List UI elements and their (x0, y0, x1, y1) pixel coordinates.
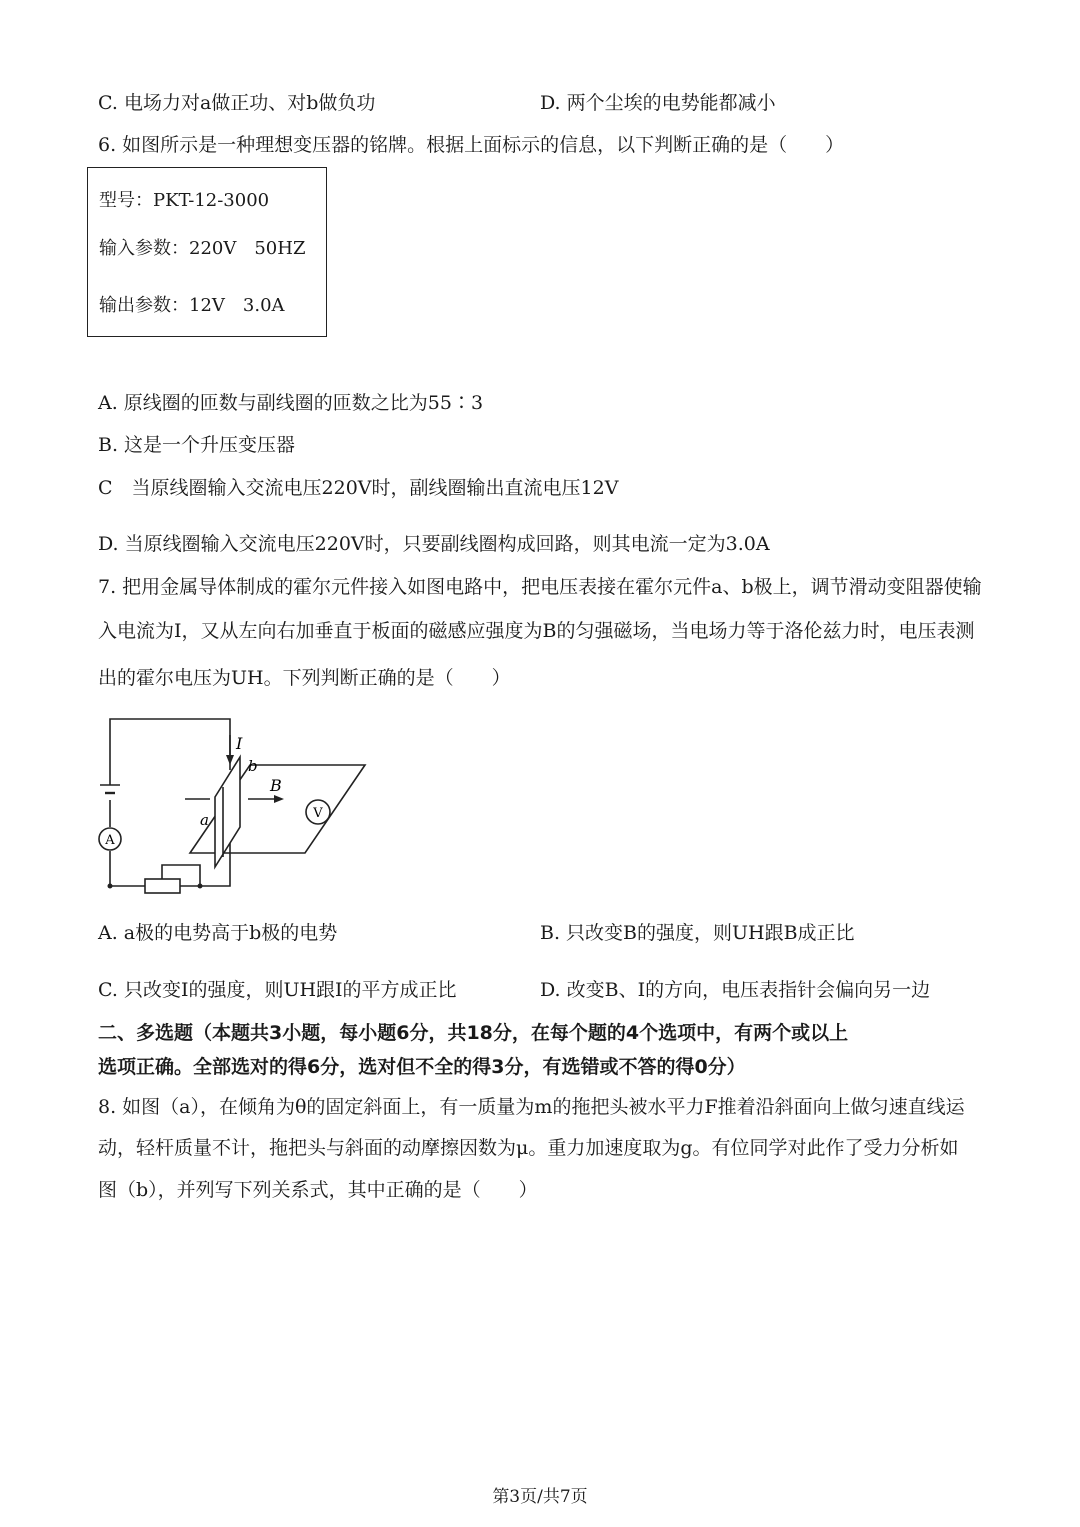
q5-option-d: D. 两个尘埃的电势能都减小 (540, 92, 776, 114)
junction-dot-left (108, 884, 113, 889)
transformer-nameplate (87, 167, 327, 337)
circuit-wire-top (110, 719, 230, 785)
q5-option-c: C. 电场力对a做正功、对b做负功 (98, 92, 376, 114)
q8-stem-line2: 动，轻杆质量不计，拖把头与斜面的动摩擦因数为μ。重力加速度取为g。有位同学对此作了受力分析如 (98, 1137, 959, 1159)
rheostat-slider-wire (162, 865, 200, 886)
current-label: I (236, 734, 243, 753)
current-arrowhead (226, 755, 234, 765)
q8-stem-line3: 图（b），并列写下列关系式，其中正确的是（ ） (98, 1179, 538, 1201)
q6-stem: 6. 如图所示是一种理想变压器的铭牌。根据上面标示的信息，以下判断正确的是（ ） (98, 134, 845, 156)
q7-stem-line2: 入电流为I，又从左向右加垂直于板面的磁感应强度为B的匀强磁场，当电场力等于洛伦兹力时，电压表测 (98, 620, 975, 642)
q6-option-d: D. 当原线圈输入交流电压220V时，只要副线圈构成回路，则其电流一定为3.0A (98, 533, 770, 555)
q7-option-b: B. 只改变B的强度，则UH跟B成正比 (540, 922, 855, 944)
q7-option-a: A. a极的电势高于b极的电势 (98, 922, 338, 944)
circuit-wire-bottom-left (110, 851, 145, 886)
rheostat (145, 879, 180, 893)
hall-plate (215, 757, 240, 867)
q6-option-b: B. 这是一个升压变压器 (98, 434, 296, 456)
section2-heading-line1: 二、多选题（本题共3小题，每小题6分，共18分，在每个题的4个选项中，有两个或以上 (98, 1022, 849, 1044)
ammeter-label: A (105, 833, 115, 848)
section2-heading-line2: 选项正确。全部选对的得6分，选对但不全的得3分，有选错或不答的得0分） (98, 1056, 746, 1078)
field-label: B (270, 776, 282, 795)
q6-option-a: A. 原线圈的匝数与副线圈的匝数之比为55∶3 (98, 392, 484, 414)
nameplate-model: 型号：PKT-12-3000 (99, 190, 270, 211)
q7-option-d: D. 改变B、I的方向，电压表指针会偏向另一边 (540, 979, 931, 1001)
junction-dot-right (198, 884, 203, 889)
nameplate-output: 输出参数：12V 3.0A (99, 295, 285, 316)
nameplate-input: 输入参数：220V 50HZ (99, 238, 306, 259)
q6-option-c: C 当原线圈输入交流电压220V时，副线圈输出直流电压12V (98, 477, 619, 499)
q8-stem-line1: 8. 如图（a），在倾角为θ的固定斜面上，有一质量为m的拖把头被水平力F推着沿斜面向上做匀速直线运 (98, 1096, 965, 1118)
page-number: 第3页/共7页 (492, 1487, 588, 1507)
hall-circuit-diagram (90, 705, 380, 895)
q7-stem-line1: 7. 把用金属导体制成的霍尔元件接入如图电路中，把电压表接在霍尔元件a、b极上，调节滑动变阻器使输 (98, 576, 982, 598)
q7-option-c: C. 只改变I的强度，则UH跟I的平方成正比 (98, 979, 457, 1001)
pole-a-label: a (200, 811, 209, 829)
pole-b-label: b (248, 757, 258, 775)
q7-stem-line3: 出的霍尔电压为UH。下列判断正确的是（ ） (98, 667, 511, 689)
voltmeter-label: V (313, 806, 323, 821)
field-arrowhead (274, 795, 284, 803)
